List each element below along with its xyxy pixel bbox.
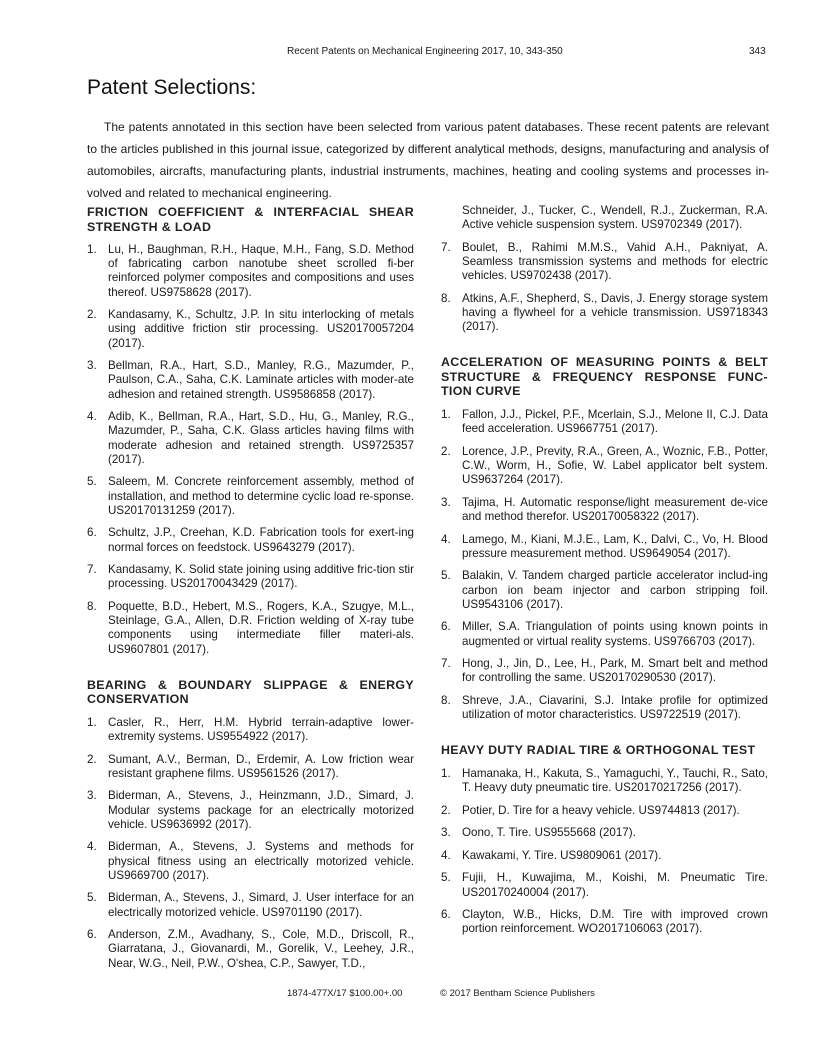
item-citation: Schultz, J.P., Creehan, K.D. Fabrication tools for exert-ing normal forces on feedstock. US9643279 (2017). bbox=[108, 526, 414, 554]
item-citation: Sumant, A.V., Berman, D., Erdemir, A. Low friction wear resistant graphene films. US9561526 (2017). bbox=[108, 752, 414, 780]
item-citation: Biderman, A., Stevens, J. Systems and methods for physical fitness using an electrically motorized vehicle. US9669700 (2017). bbox=[108, 840, 414, 882]
item-citation: Anderson, Z.M., Avadhany, S., Cole, M.D., Driscoll, R., Giarratana, J., Giovanardi, M., Gorelik, V., Leehey, J.R., Near, W.G., Neil, P.W., O'shea, C.P., Sawyer, T.D., bbox=[108, 928, 414, 970]
patent-item bbox=[441, 908, 768, 936]
item-citation: Shreve, J.A., Ciavarini, S.J. Intake profile for optimized utilization of motor characteristics. US9722519 (2017). bbox=[462, 693, 768, 722]
item-citation: Casler, R., Herr, H.M. Hybrid terrain-adaptive lower-extremity systems. US9554922 (2017). bbox=[108, 715, 414, 744]
item-number: 2. bbox=[87, 308, 97, 322]
item-number: 1. bbox=[441, 766, 451, 780]
page-number: 343 bbox=[749, 46, 766, 57]
item-citation: Kandasamy, K., Schultz, J.P. In situ interlocking of metals using additive friction stir processing. US20170057204 (2017). bbox=[108, 308, 414, 350]
patent-item bbox=[441, 241, 768, 284]
patent-item bbox=[87, 475, 414, 518]
item-number: 4. bbox=[87, 840, 97, 854]
patent-item bbox=[441, 292, 768, 335]
patent-item bbox=[441, 767, 768, 795]
item-citation: Miller, S.A. Triangulation of points using known points in augmented or virtual reality systems. US9766703 (2017). bbox=[462, 620, 768, 648]
patent-item bbox=[87, 410, 414, 467]
item-citation: Fujii, H., Kuwajima, M., Koishi, M. Pneumatic Tire. US20170240004 (2017). bbox=[462, 871, 768, 899]
item-number: 5. bbox=[87, 475, 97, 489]
item-citation: Schneider, J., Tucker, C., Wendell, R.J., Zuckerman, R.A. Active vehicle suspension system. US9702349 (2017). bbox=[462, 204, 768, 232]
item-number: 3. bbox=[87, 359, 97, 373]
section-heading: HEAVY DUTY RADIAL TIRE & ORTHOGONAL TEST bbox=[441, 743, 756, 758]
patent-item bbox=[87, 359, 414, 402]
patent-item bbox=[87, 928, 414, 971]
left-column bbox=[87, 205, 414, 979]
item-citation: Tajima, H. Automatic response/light measurement de-vice and method therefor. US20170058322 (2017). bbox=[462, 495, 768, 523]
item-citation: Biderman, A., Stevens, J., Simard, J. User interface for an electrically motorized vehicle. US9701190 (2017). bbox=[108, 891, 414, 919]
item-citation: Clayton, W.B., Hicks, D.M. Tire with improved crown portion reinforcement. WO2017106063 (2017). bbox=[462, 908, 768, 936]
item-number: 4. bbox=[441, 848, 451, 862]
item-number: 7. bbox=[87, 563, 97, 577]
footer-copyright: © 2017 Bentham Science Publishers bbox=[440, 988, 595, 999]
patent-item bbox=[87, 789, 414, 832]
item-number: 8. bbox=[87, 600, 97, 613]
patent-item bbox=[441, 804, 768, 818]
patent-item bbox=[441, 657, 768, 685]
patent-item bbox=[441, 445, 768, 488]
item-number: 2. bbox=[441, 803, 451, 817]
item-number bbox=[441, 204, 462, 232]
item-number: 8. bbox=[441, 291, 451, 305]
item-citation: Lamego, M., Kiani, M.J.E., Lam, K., Dalvi, C., Vo, H. Blood pressure measurement method. US9649054 (2017). bbox=[462, 532, 768, 560]
item-citation: Saleem, M. Concrete reinforcement assembly, method of installation, and method to determine cyclic load re-sponse. US20170131259 (2017). bbox=[108, 475, 414, 517]
item-number: 7. bbox=[441, 657, 451, 671]
item-number: 7. bbox=[441, 240, 451, 254]
patent-item bbox=[87, 563, 414, 591]
patent-item bbox=[87, 243, 414, 300]
item-citation: Lorence, J.P., Previty, R.A., Green, A., Woznic, F.B., Potter, C.W., Worm, H., Sofie, W. Label applicator belt system. US9637264 (2017). bbox=[462, 444, 768, 487]
item-citation: Hamanaka, H., Kakuta, S., Yamaguchi, Y., Tauchi, R., Sato, T. Heavy duty pneumatic tire. US20170217256 (2017). bbox=[462, 766, 768, 794]
item-number: 4. bbox=[87, 410, 97, 424]
item-number: 1. bbox=[441, 407, 451, 421]
item-citation: Atkins, A.F., Shepherd, S., Davis, J. Energy storage system having a flywheel for a vehicle transmission. US9718343 (2017). bbox=[462, 291, 768, 334]
patent-item bbox=[441, 826, 768, 840]
patent-item bbox=[441, 871, 768, 899]
item-citation: Balakin, V. Tandem charged particle accelerator includ-ing carbon ion beam injector and carbon stripping foil. US9543106 (2017). bbox=[462, 569, 768, 611]
right-column bbox=[441, 205, 768, 945]
patent-item bbox=[87, 308, 414, 351]
patent-item bbox=[441, 204, 768, 232]
item-number: 5. bbox=[87, 891, 97, 905]
item-citation: Fallon, J.J., Pickel, P.F., Mcerlain, S.J., Melone II, C.J. Data feed acceleration. US9667751 (2017). bbox=[462, 407, 768, 436]
item-citation: Lu, H., Baughman, R.H., Haque, M.H., Fang, S.D. Method of fabricating carbon nanotube sheet scrolled fi-ber reinforced polymer composites and compositions and uses thereof. US9758628 (2017). bbox=[108, 243, 414, 299]
patent-item bbox=[87, 753, 414, 781]
item-number: 1. bbox=[87, 243, 97, 256]
item-citation: Hong, J., Jin, D., Lee, H., Park, M. Smart belt and method for controlling the same. US20170290530 (2017). bbox=[462, 657, 768, 685]
section-heading: BEARING & BOUNDARY SLIPPAGE & ENERGY CONSERVATION bbox=[87, 677, 414, 707]
section-heading: ACCELERATION OF MEASURING POINTS & BELT STRUCTURE & FREQUENCY RESPONSE FUNC-TION CURVE bbox=[441, 355, 768, 399]
patent-item bbox=[87, 526, 414, 554]
item-number: 6. bbox=[87, 526, 97, 540]
item-number: 3. bbox=[87, 789, 97, 803]
item-number: 3. bbox=[441, 495, 451, 509]
item-number: 2. bbox=[87, 752, 97, 766]
item-number: 5. bbox=[441, 569, 451, 583]
item-citation: Bellman, R.A., Hart, S.D., Manley, R.G., Mazumder, P., Paulson, C.A., Saha, C.K. Laminate articles with moder-ate adhesion and retained strength. US9586858 (2017). bbox=[108, 359, 414, 401]
item-citation: Kawakami, Y. Tire. US9809061 (2017). bbox=[462, 848, 662, 862]
intro-paragraph: The patents annotated in this section have been selected from various patent databases. These recent patents are relevant to the articles published in this journal issue, categorized by different analytical methods, designs, manufacturing and analysis of automobiles, aircrafts, manufacturing plants, industrial instruments, machines, heating and cooling systems and processes in-volved and related to mechanical engineering. bbox=[87, 120, 769, 200]
item-citation: Oono, T. Tire. US9555668 (2017). bbox=[462, 826, 636, 840]
patent-item bbox=[441, 569, 768, 612]
item-number: 2. bbox=[441, 444, 451, 458]
item-citation: Biderman, A., Stevens, J., Heinzmann, J.D., Simard, J. Modular systems package for an electrically motorized vehicle. US9636992 (2017). bbox=[108, 789, 414, 831]
patent-item bbox=[441, 694, 768, 722]
patent-item bbox=[441, 496, 768, 524]
patent-item bbox=[87, 840, 414, 883]
patent-item bbox=[87, 600, 414, 657]
item-number: 6. bbox=[441, 620, 451, 634]
item-number: 6. bbox=[441, 908, 451, 922]
page-title: Patent Selections: bbox=[87, 76, 257, 99]
item-number: 3. bbox=[441, 826, 451, 840]
footer-issn: 1874-477X/17 $100.00+.00 bbox=[287, 988, 403, 999]
item-number: 5. bbox=[441, 871, 451, 885]
item-number: 8. bbox=[441, 693, 451, 707]
patent-item bbox=[441, 533, 768, 561]
section-heading: FRICTION COEFFICIENT & INTERFACIAL SHEAR STRENGTH & LOAD bbox=[87, 205, 414, 234]
item-citation: Potier, D. Tire for a heavy vehicle. US9744813 (2017). bbox=[462, 803, 740, 817]
patent-item bbox=[441, 620, 768, 648]
patent-item bbox=[441, 408, 768, 436]
item-number: 1. bbox=[87, 715, 97, 729]
item-citation: Poquette, B.D., Hebert, M.S., Rogers, K.A., Szugye, M.L., Steinlage, G.A., Allen, D.R. Friction welding of X-ray tube components using intermediate filler materi-als. US9607801 (2017). bbox=[108, 600, 414, 656]
patent-item bbox=[87, 716, 414, 744]
item-number: 4. bbox=[441, 532, 451, 546]
patent-item bbox=[441, 849, 768, 863]
item-citation: Adib, K., Bellman, R.A., Hart, S.D., Hu, G., Manley, R.G., Mazumder, P., Saha, C.K. Glass articles having films with moderate adhesion and retained strength. US9725357 (2017). bbox=[108, 410, 414, 466]
patent-item bbox=[87, 891, 414, 919]
item-number: 6. bbox=[87, 928, 97, 942]
item-citation: Kandasamy, K. Solid state joining using additive fric-tion stir processing. US20170043429 (2017). bbox=[108, 563, 414, 591]
journal-citation: Recent Patents on Mechanical Engineering 2017, 10, 343-350 bbox=[287, 46, 563, 57]
item-citation: Boulet, B., Rahimi M.M.S., Vahid A.H., Pakniyat, A. Seamless transmission systems and methods for electric vehicles. US9702438 (2017). bbox=[462, 240, 768, 283]
